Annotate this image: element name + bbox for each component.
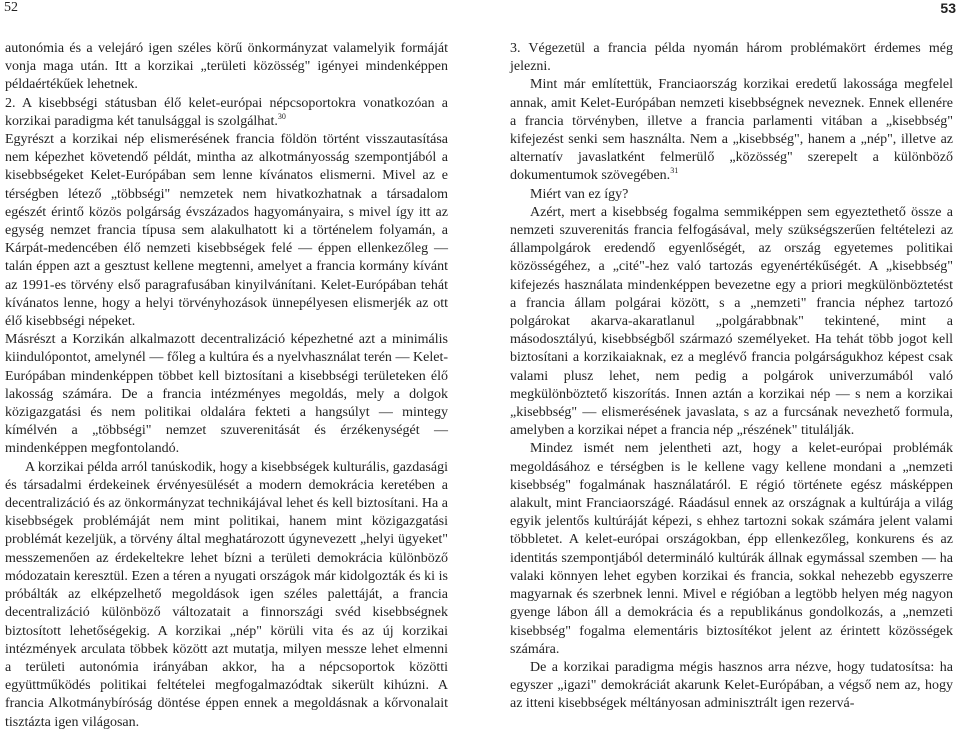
paragraph: Mindez ismét nem jelentheti azt, hogy a kelet-európai problémák megoldásához e térségben is le kellene vagy kellene mondani a „nemzeti kisebbség" fogalmának használatáról. E régió története egész másképpen alakult, mint Franciaországé. Ráadásul ennek az országnak a kultúrája a világ egyik jelentős kultúráját képezi, s ehhez tartozni sokak számára jelent valami többletet. A kelet-európai országokban, épp ellenkezőleg, konkurens és az identitás szempontjából determináló kultúrák állnak egymással szemben — ha valaki könnyen lehet egyben korzikai és francia, sokkal nehezebb egyszerre magyarnak és szerbnek lenni. Mivel e régióban a legtöbb helyen még nagyon gyenge lábon áll a demokrácia és a republikánus gondolkozás, a „nemzeti kisebbség" fogalma elementáris biztosítékot jelent az érintett közösségek számára. <box>510 441 953 657</box>
paragraph: Miért van ez így? <box>530 186 629 202</box>
paragraph: Mint már említettük, Franciaország korzikai eredetű lakossága megfelel annak, amit Kelet-Európában nemzeti kisebbségnek neveznek. Ennek ellenére a francia törvényben, illetve a francia parlamenti vitában a „kisebbség" kifejezést senki sem használta. Nem a „kisebbség", hanem a „nép", illetve az alternatív javaslatként felmerülő „közösség" szerepelt a különböző dokumentumok szövegében.$^{31}$ <box>510 77 953 184</box>
page-number-right: 53 <box>940 0 956 16</box>
paragraph: autonómia és a velejáró igen széles körű önkormányzat valamelyik formáját vonja maga után. Itt a korzikai „területi közösség" igényei mindenképpen példaértékűek lehetnek. <box>5 41 448 93</box>
footnote-ref: 31 <box>670 166 679 176</box>
paragraph: 2. A kisebbségi státusban élő kelet-európai népcsoportokra vonatkozóan a korzikai paradigma két tanulsággal is szolgálhat.$^{30}$ <box>5 95 448 129</box>
paragraph: Egyrészt a korzikai nép elismerésének francia földön történt visszautasítása nem képezhet követendő példát, mintha az alkotmányosság szempontjából a kisebbségeket Kelet-Európában sem lenne kívánatos elismerni. Mivel az e térségben létező „többségi" nemzetek nem hivatkozhatnak a társadalom egészét érintő közös polgárság évszázados hagyományaira, s mivel így itt az egység nemzet francia típusa sem alakulhatott ki a történelem folyamán, a Kárpát-medencében élő nemzeti kisebbségek felé — éppen ellenkezőleg — talán éppen azt a gesztust kellene megtenni, amelyet a francia kormány kívánt az 1991-es törvény első paragrafusában kinyilvánítani. Kelet-Európában tehát kívánatos lenne, hogy a helyi törvényhozások ünnepélyesen elismerjék az ott élő kisebbségi népeket. <box>5 132 448 330</box>
right-column <box>510 40 953 714</box>
left-column <box>5 40 448 732</box>
paragraph: Azért, mert a kisebbség fogalma semmiképpen sem egyeztethető össze a nemzeti szuverenitás francia felfogásával, mely szükségszerűen feltételezi az állampolgárok eredendő egyenlőségét, az ország egyetemes politikai közösségéhez, a „cité"-hez való tartozás egyenértékűségét. A „kisebbség" kifejezés használata mindenképpen bevezetne egy a priori megkülönböztetést a francia állam polgárai között, s a „nemzeti" francia néphez tartozó polgárokat akarva-akaratlanul „polgárabbnak" tekintené, mint a másodosztályú, kisebbségből származó személyeket. Ha tehát több jogot kell biztosítani a korzikaiaknak, ez a meglévő francia polgárságukhoz képest csak valami plusz lehet, nem pedig a polgárok univerzumából való megkülönböztető kiszorítás. Innen aztán a korzikai nép — s nem a korzikai „kisebbség" — elismerésének javaslata, s az a furcsának nevezhető formula, amelyben a korzikai népet a francia nép „részének" titulálják. <box>510 204 953 439</box>
paragraph: De a korzikai paradigma mégis hasznos arra nézve, hogy tudatosítsa: ha egyszer „igazi" demokráciát akarunk Kelet-Európában, a végső nem az, hogy az itteni kisebbségek méltányosan adminisztrált igen rezervá- <box>510 659 953 712</box>
paragraph: Másrészt a Korzikán alkalmazott decentralizáció képezhetné azt a minimális kiindulópontot, amelynél — főleg a kultúra és a nyelvhasználat terén — Kelet-Európában mindenképpen többet kell biztosítani a kisebbségi területeken élő lakosság számára. De a francia intézményes megoldás, mely a dolgok közigazgatási és nem politikai oldalára fekteti a hangsúlyt — mintegy kímélvén a „többségi" nemzet szuverenitását és érzékenységét — mindenképpen megfontolandó. <box>5 332 448 457</box>
paragraph: A korzikai példa arról tanúskodik, hogy a kisebbségek kulturális, gazdasági és társadalmi érdekeinek érvényesülését a modern demokrácia keretében a decentralizáció és az önkormányzat technikájával lehet és kell biztosítani. Ha a kisebbségek problémáját nem mint politikai, hanem mint közigazgatási problémát kezeljük, a törvény által meghatározott úgynevezett „helyi ügyeket" messzemenően az érdekeltekre lehet bízni a területi demokrácia különböző módozatain keresztül. Ezen a téren a nyugati országok már kidolgozták és ki is próbálták az elképzelhető megoldások igen széles palettáját, a francia decentralizáció különböző változatait a finnországi svéd kisebbségnek biztosított lehetőségekig. A korzikai „nép" körüli vita és az új korzikai intézmények arculata többek között azt mutatja, milyen messze lehet elmenni a területi autonómia irányában akkor, ha a népcsoportok közötti együttműködés politikai feltételei megfogalmazódtak sikerült kihúzni. A francia Alkotmánybíróság döntése éppen ennek a megoldásnak a kőrvonalait tisztázta igen világosan. <box>5 459 448 730</box>
footnote-ref: 30 <box>277 111 286 121</box>
paragraph: 3. Végezetül a francia példa nyomán három problémakört érdemes még jelezni. <box>510 41 953 75</box>
page-number-left: 52 <box>4 0 18 15</box>
